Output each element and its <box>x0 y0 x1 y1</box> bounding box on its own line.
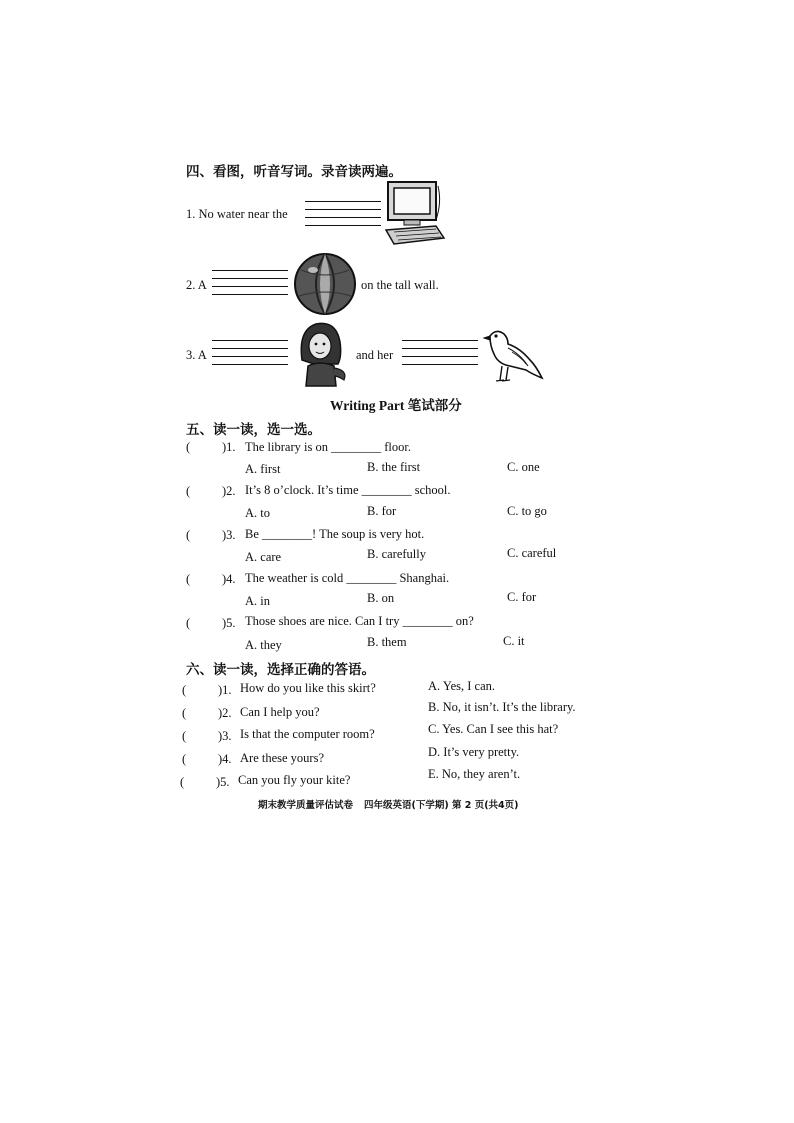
s5-q4-option-c: C. for <box>507 590 537 604</box>
s6-q4-paren[interactable]: ( <box>182 752 187 766</box>
item1-answer-lines[interactable] <box>305 201 381 227</box>
s5-q5-stem: Those shoes are nice. Can I try ________ on? <box>245 614 474 628</box>
s5-q1-number: )1. <box>222 440 236 454</box>
s6-answer-b: B. No, it isn’t. It’s the library. <box>428 700 576 714</box>
s6-q1-question: How do you like this skirt? <box>240 681 376 695</box>
s5-q5-option-a: A. they <box>245 638 282 652</box>
s5-q2-number: )2. <box>222 484 236 498</box>
item2-answer-lines[interactable] <box>212 270 288 296</box>
s5-q2-paren[interactable]: ( <box>186 484 191 498</box>
s5-q3-option-c: C. careful <box>507 546 557 560</box>
s5-q2-option-c: C. to go <box>507 504 547 518</box>
s5-q4-stem: The weather is cold ________ Shanghai. <box>245 571 450 585</box>
s5-q1-option-c: C. one <box>507 460 540 474</box>
writing-part-en: Writing Part <box>330 398 405 413</box>
footer-right: 四年级英语(下学期) 第 2 页(共4页) <box>364 800 519 811</box>
item1-text: 1. No water near the <box>186 207 288 221</box>
s5-q3-option-a: A. care <box>245 550 282 564</box>
ball-icon <box>293 252 357 316</box>
writing-part-title <box>330 394 462 414</box>
s6-q5-number: )5. <box>216 775 230 789</box>
s5-q1-option-b: B. the first <box>367 460 421 474</box>
s5-q2-stem: It’s 8 o’clock. It’s time ________ school. <box>245 483 451 497</box>
s6-answer-d: D. It’s very pretty. <box>428 745 520 759</box>
s6-q3-number: )3. <box>218 729 232 743</box>
footer-left: 期末教学质量评估试卷 <box>258 800 354 811</box>
s5-q4-paren[interactable]: ( <box>186 572 191 586</box>
s5-q3-stem: Be ________! The soup is very hot. <box>245 527 425 541</box>
s6-q1-number: )1. <box>218 683 232 697</box>
s6-q3-paren[interactable]: ( <box>182 729 187 743</box>
s5-q5-option-b: B. them <box>367 635 407 649</box>
s6-q4-number: )4. <box>218 752 232 766</box>
s6-q4-question: Are these yours? <box>240 751 324 765</box>
item3-answer-lines-2[interactable] <box>402 340 478 366</box>
item2-label: 2. A <box>186 278 207 292</box>
item3-answer-lines-1[interactable] <box>212 340 288 366</box>
s6-q5-question: Can you fly your kite? <box>238 773 351 787</box>
s5-q4-number: )4. <box>222 572 236 586</box>
item2-after: on the tall wall. <box>361 278 439 292</box>
s5-q3-number: )3. <box>222 528 236 542</box>
s5-q2-option-b: B. for <box>367 504 397 518</box>
s6-answer-e: E. No, they aren’t. <box>428 767 521 781</box>
s5-q5-paren[interactable]: ( <box>186 616 191 630</box>
s6-q2-paren[interactable]: ( <box>182 706 187 720</box>
s5-q5-number: )5. <box>222 616 236 630</box>
s6-answer-a: A. Yes, I can. <box>428 679 496 693</box>
s5-q4-option-b: B. on <box>367 591 395 605</box>
s5-q1-stem: The library is on ________ floor. <box>245 440 411 454</box>
s6-q5-paren[interactable]: ( <box>180 775 185 789</box>
s6-q3-question: Is that the computer room? <box>240 727 375 741</box>
section6-heading: 六、读一读，选择正确的答语。 <box>186 662 375 678</box>
s6-answer-c: C. Yes. Can I see this hat? <box>428 722 559 736</box>
section5-heading: 五、读一读，选一选。 <box>186 422 321 438</box>
bird-icon <box>482 324 544 386</box>
s5-q2-option-a: A. to <box>245 506 270 520</box>
s5-q1-paren[interactable]: ( <box>186 440 191 454</box>
s6-q1-paren[interactable]: ( <box>182 683 187 697</box>
s5-q3-option-b: B. carefully <box>367 547 427 561</box>
s5-q4-option-a: A. in <box>245 594 270 608</box>
s5-q3-paren[interactable]: ( <box>186 528 191 542</box>
item3-after: and her <box>356 348 394 362</box>
section4-heading: 四、看图，听音写词。录音读两遍。 <box>186 164 402 180</box>
writing-part-cn: 笔试部分 <box>407 398 462 414</box>
s6-q2-number: )2. <box>218 706 232 720</box>
s6-q2-question: Can I help you? <box>240 705 320 719</box>
s5-q5-option-c: C. it <box>503 634 525 648</box>
girl-icon <box>294 320 352 388</box>
computer-icon <box>384 180 446 246</box>
item3-label: 3. A <box>186 348 207 362</box>
s5-q1-option-a: A. first <box>245 462 281 476</box>
